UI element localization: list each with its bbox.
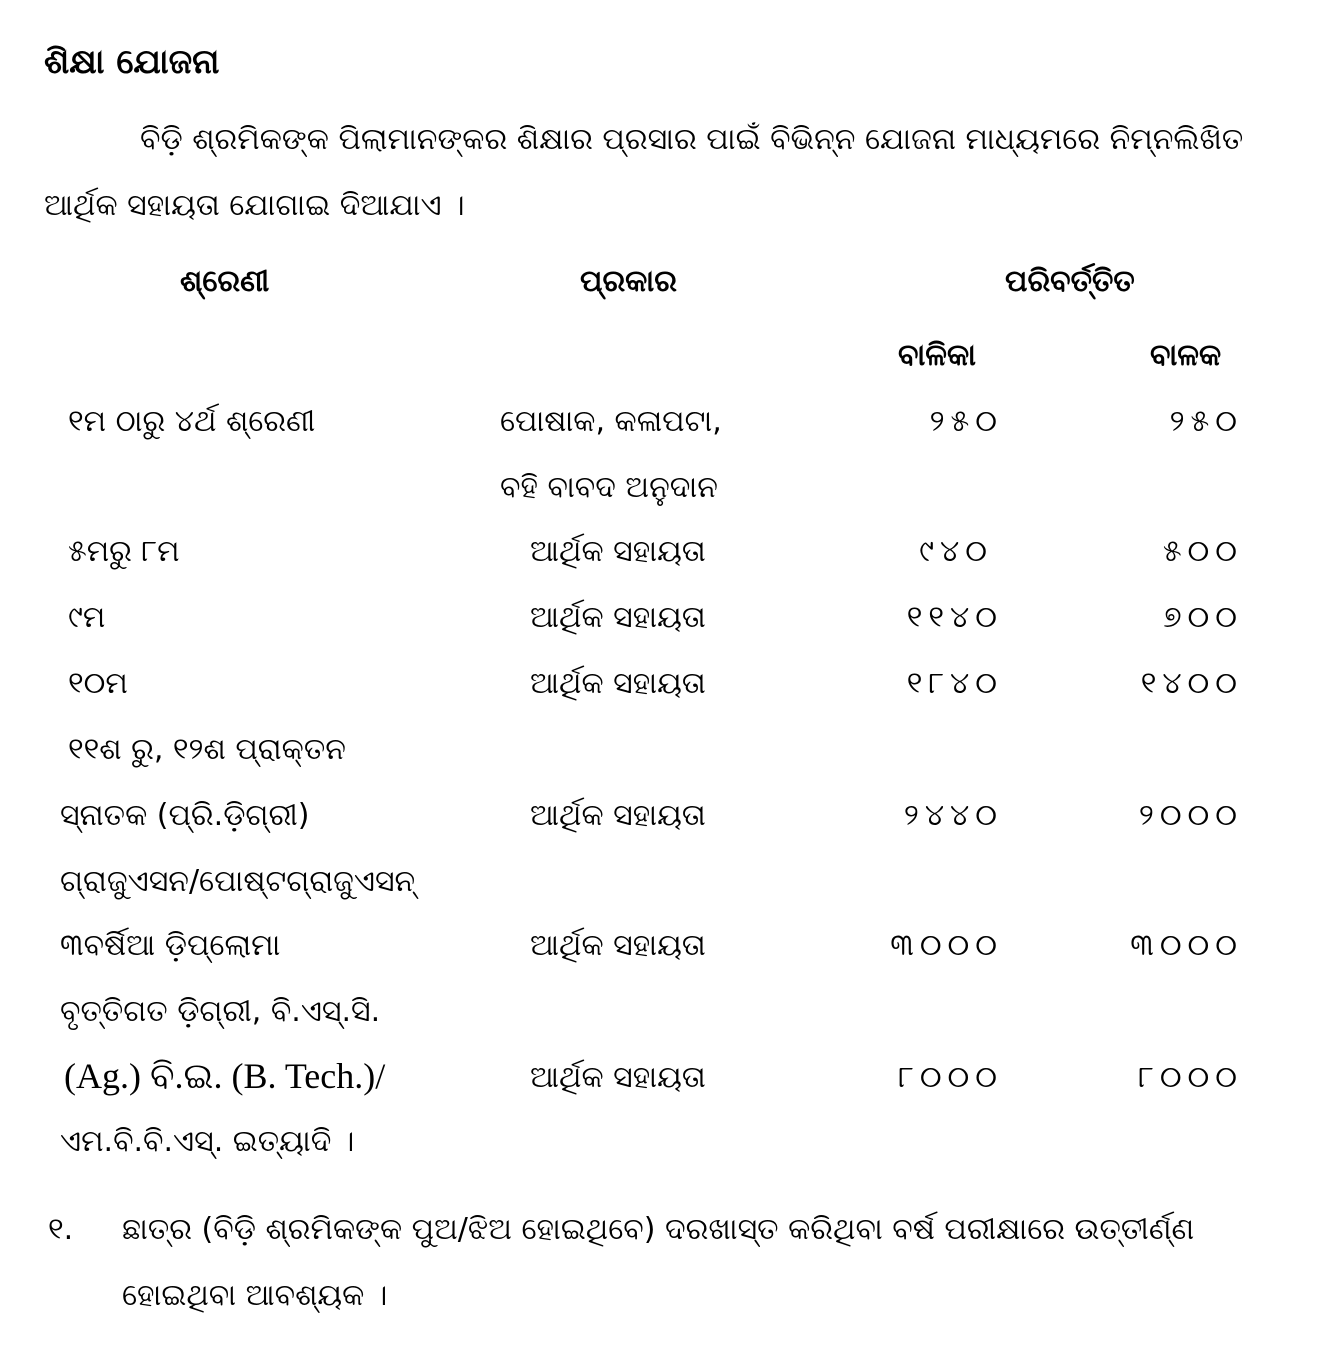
page-title: ଶିକ୍ଷା ଯୋଜନା [44,42,220,82]
table-row-7-class-line-3: ଏମ.ବି.ବି.ଏସ୍. ଇତ୍ୟାଦି । [60,1124,355,1159]
table-row-5-girl: ୨୪୪୦ [903,798,1003,833]
table-row-5-boy: ୨୦୦୦ [1138,798,1243,833]
header-revised: ପରିବର୍ତ୍ତିତ [1005,264,1135,299]
table-row-7-type: ଆର୍ଥିକ ସହାୟତା [530,1060,706,1095]
table-row-4-type: ଆର୍ଥିକ ସହାୟତା [530,666,706,701]
table-row-6-type: ଆର୍ଥିକ ସହାୟତା [530,928,706,963]
table-row-6-class-line-1: ଗ୍ରାଜୁଏସନ/ପୋଷ୍ଟଗ୍ରାଜୁଏସନ୍ [60,864,416,899]
table-row-5-class-line-1: ୧୧ଶ ରୁ, ୧୨ଶ ପ୍ରାକ୍ତନ [68,732,346,767]
header-type: ପ୍ରକାର [580,264,677,299]
table-row-1-type-line-1: ପୋଷାକ, କଳାପଟା, [500,404,722,439]
table-row-3-girl: ୧୧୪୦ [906,600,1003,635]
table-row-3-type: ଆର୍ଥିକ ସହାୟତା [530,600,706,635]
table-row-1-class: ୧ମ ଠାରୁ ୪ର୍ଥ ଶ୍ରେଣୀ [68,404,316,439]
table-row-5-class-line-2: ସ୍ନାତକ (ପ୍ରି.ଡ଼ିଗ୍ରୀ) [60,798,310,833]
table-row-1-type-line-2: ବହି ବାବଦ ଅନୁଦାନ [500,470,718,505]
note-line-1: ଛାତ୍ର (ବିଡ଼ି ଶ୍ରମିକଙ୍କ ପୁଅ/ଝିଅ ହୋଇଥିବେ) ଦରଖାସ୍ତ କରିଥିବା ବର୍ଷ ପରୀକ୍ଷାରେ ଉତ୍ତୀର୍ଣ୍ଣ [122,1212,1195,1247]
table-row-2-girl: ୯୪୦ [919,534,993,569]
intro-line-2: ଆର୍ଥିକ ସହାୟତା ଯୋଗାଇ ଦିଆଯାଏ । [44,188,465,223]
table-row-2-type: ଆର୍ଥିକ ସହାୟତା [530,534,706,569]
table-row-6-class-line-2: ୩ବର୍ଷିଆ ଡ଼ିପ୍ଲୋମା [60,928,281,963]
header-boy: ବାଳକ [1150,338,1222,373]
table-row-7-girl: ୮୦୦୦ [898,1060,1003,1095]
table-row-7-class-line-1: ବୃତ୍ତିଗତ ଡ଼ିଗ୍ରୀ, ବି.ଏସ୍.ସି. [60,994,381,1029]
note-number: ୧. [48,1212,74,1247]
table-row-4-class: ୧୦ମ [68,666,128,701]
header-girl: ବାଳିକା [898,338,976,373]
note-line-2: ହୋଇଥିବା ଆବଶ୍ୟକ । [122,1278,388,1313]
table-row-6-boy: ୩୦୦୦ [1130,928,1243,963]
table-row-3-class: ୯ମ [68,600,106,635]
table-row-2-boy: ୫୦୦ [1162,534,1243,569]
table-row-7-class-line-2: (Ag.) ବି.ଇ. (B. Tech.)/ [64,1056,386,1096]
table-row-7-boy: ୮୦୦୦ [1138,1060,1243,1095]
table-row-1-girl: ୨୫୦ [929,404,1003,439]
table-row-6-girl: ୩୦୦୦ [890,928,1003,963]
header-class: ଶ୍ରେଣୀ [180,264,270,299]
table-row-4-boy: ୧୪୦୦ [1140,666,1243,701]
table-row-2-class: ୫ମରୁ ୮ମ [68,534,180,569]
table-row-5-type: ଆର୍ଥିକ ସହାୟତା [530,798,706,833]
table-row-3-boy: ୭୦୦ [1163,600,1243,635]
intro-line-1: ବିଡ଼ି ଶ୍ରମିକଙ୍କ ପିଲାମାନଙ୍କର ଶିକ୍ଷାର ପ୍ରସାର ପାଇଁ ବିଭିନ୍ନ ଯୋଜନା ମାଧ୍ୟମରେ ନିମ୍ନଲିଖିତ [140,122,1244,157]
table-row-1-boy: ୨୫୦ [1169,404,1243,439]
table-row-4-girl: ୧୮୪୦ [906,666,1003,701]
